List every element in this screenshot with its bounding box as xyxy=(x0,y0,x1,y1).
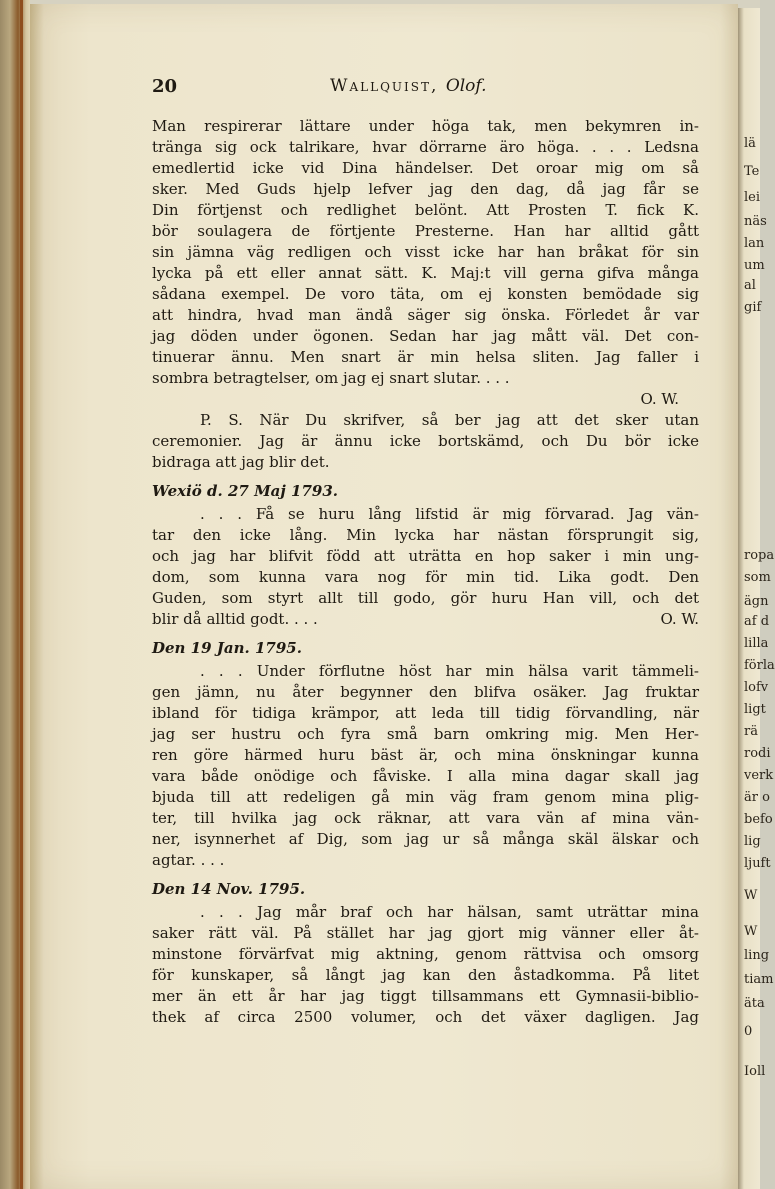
page-number: 20 xyxy=(152,76,178,97)
text-line-content: blir då alltid godt. . . . xyxy=(152,610,318,628)
text-line: minstone förvärfvat mig aktning, genom rättvisa och omsorg xyxy=(152,945,699,963)
text-line: tinuerar ännu. Men snart är min helsa sliten. Jag faller i xyxy=(152,348,699,366)
text-line xyxy=(152,609,699,630)
text-line: sin jämna väg redligen och visst icke har han bråkat för sin xyxy=(152,243,699,261)
adjacent-text-fragment: lofv xyxy=(744,680,769,695)
book-binding xyxy=(0,0,30,1189)
running-head xyxy=(330,76,487,96)
text-line: . . . Få se huru lång lifstid är mig förvarad. Jag vän- xyxy=(200,505,699,523)
adjacent-text-fragment: lei xyxy=(744,190,761,205)
adjacent-text-fragment: verk xyxy=(744,768,774,783)
text-line: Din förtjenst och redlighet belönt. Att Prosten T. fick K. xyxy=(152,201,699,219)
letter-4 xyxy=(152,902,699,1028)
adjacent-text-fragment: W xyxy=(744,924,758,939)
adjacent-text-fragment: lan xyxy=(744,236,765,251)
text-line: mer än ett år har jag tiggt tillsammans ett Gymnasii-biblio- xyxy=(152,987,699,1005)
text-line: dom, som kunna vara nog för min tid. Lika godt. Den xyxy=(152,568,699,586)
text-line: bjuda till att redeligen gå min väg fram genom mina plig- xyxy=(152,788,699,806)
text-line: tränga sig ock talrikare, hvar dörrarne äro höga. . . . Ledsna xyxy=(152,138,699,156)
adjacent-text-fragment: lä xyxy=(744,136,756,151)
text-line: emedlertid icke vid Dina händelser. Det oroar mig om så xyxy=(152,159,699,177)
adjacent-text-fragment: förla xyxy=(744,658,775,673)
text-line: agtar. . . . xyxy=(152,851,225,869)
text-line: sker. Med Guds hjelp lefver jag den dag, då jag får se xyxy=(152,180,699,198)
text-line: jag ser hustru och fyra små barn omkring mig. Men Her- xyxy=(152,725,699,743)
text-line: ner, isynnerhet af Dig, som jag ur så många skäl älskar och xyxy=(152,830,699,848)
adjacent-text-fragment: ljuft xyxy=(744,856,771,871)
text-line: ibland för tidiga krämpor, att leda till tidig förvandling, när xyxy=(152,704,699,722)
adjacent-text-fragment: Ioll xyxy=(744,1064,766,1079)
text-line: bidraga att jag blir det. xyxy=(152,453,330,471)
adjacent-text-fragment: tiam xyxy=(744,972,774,987)
text-line: ceremonier. Jag är ännu icke bortskämd, och Du bör icke xyxy=(152,432,699,450)
adjacent-text-fragment: näs xyxy=(744,214,767,229)
adjacent-text-fragment: af d xyxy=(744,614,770,629)
letter-2-signature: O. W. xyxy=(660,610,699,628)
letter-1 xyxy=(152,116,699,410)
adjacent-text-fragment: W xyxy=(744,888,758,903)
adjacent-text-fragment: um xyxy=(744,258,765,273)
text-line: och jag har blifvit född att uträtta en hop saker i min ung- xyxy=(152,547,699,565)
adjacent-text-fragment: ling xyxy=(744,948,770,963)
adjacent-text-fragment: al xyxy=(744,278,756,293)
letter-1-signature: O. W. xyxy=(640,390,679,408)
text-line: ren göre härmed huru bäst är, och mina önskningar kunna xyxy=(152,746,699,764)
adjacent-text-fragment: gif xyxy=(744,300,762,315)
binding-edge-line xyxy=(20,0,23,1189)
text-line: lycka på ett eller annat sätt. K. Maj:t vill gerna gifva många xyxy=(152,264,699,282)
adjacent-text-fragment: befo xyxy=(744,812,773,827)
adjacent-text-fragment: lilla xyxy=(744,636,769,651)
text-line: P. S. När Du skrifver, så ber jag att det sker utan xyxy=(200,411,699,429)
text-line: för kunskaper, så långt jag kan den åstadkomma. På litet xyxy=(152,966,699,984)
adjacent-text-fragment: lig xyxy=(744,834,761,849)
adjacent-text-fragment: Te xyxy=(744,164,760,179)
text-line: Man respirerar lättare under höga tak, men bekymren in- xyxy=(152,117,699,135)
adjacent-text-fragment: rä xyxy=(744,724,758,739)
adjacent-page-edge xyxy=(738,8,775,1189)
text-line: . . . Under förflutne höst har min hälsa varit tämmeli- xyxy=(200,662,699,680)
running-head-surname: Wallquist, xyxy=(330,76,439,96)
letter-3-heading: Den 19 Jan. 1795. xyxy=(152,639,302,657)
text-line: bör soulagera de förtjente Presterne. Han har alltid gått xyxy=(152,222,699,240)
adjacent-text-fragment: ropa xyxy=(744,548,775,563)
text-line: sådana exempel. De voro täta, om ej konsten bemödade sig xyxy=(152,285,699,303)
text-line: att hindra, hvad man ändå säger sig önska. Förledet år var xyxy=(152,306,699,324)
text-line: tar den icke lång. Min lycka har nästan försprungit sig, xyxy=(152,526,699,544)
text-line: . . . Jag mår braf och har hälsan, samt uträttar mina xyxy=(200,903,699,921)
adjacent-text-fragment: äta xyxy=(744,996,765,1011)
postscript xyxy=(152,410,699,473)
text-line: gen jämn, nu åter begynner den blifva osäker. Jag fruktar xyxy=(152,683,699,701)
text-line: Guden, som styrt allt till godo, gör huru Han vill, och det xyxy=(152,589,699,607)
letter-2-heading: Wexiö d. 27 Maj 1793. xyxy=(152,482,339,500)
adjacent-text-fragment: ligt xyxy=(744,702,766,717)
text-line: sombra betragtelser, om jag ej snart slutar. . . . xyxy=(152,369,510,387)
text-line: saker rätt väl. På stället har jag gjort mig vänner eller åt- xyxy=(152,924,699,942)
text-line: vara både onödige och fåviske. I alla mina dagar skall jag xyxy=(152,767,699,785)
adjacent-text-fragment: som xyxy=(744,570,771,585)
letter-2 xyxy=(152,504,699,630)
adjacent-text-fragment: är o xyxy=(744,790,770,805)
text-line: ter, till hvilka jag ock räknar, att vara vän af mina vän- xyxy=(152,809,699,827)
letter-4-heading: Den 14 Nov. 1795. xyxy=(152,880,306,898)
adjacent-text-fragment: ägn xyxy=(744,594,769,609)
adjacent-text-fragment: 0 xyxy=(744,1024,753,1039)
letter-3 xyxy=(152,661,699,871)
page-header xyxy=(152,76,712,104)
adjacent-text-fragment: rodi xyxy=(744,746,771,761)
text-line: thek af circa 2500 volumer, och det växer dagligen. Jag xyxy=(152,1008,699,1026)
page-body xyxy=(152,116,699,1028)
text-line: jag döden under ögonen. Sedan har jag mått väl. Det con- xyxy=(152,327,699,345)
running-head-given: Olof. xyxy=(445,76,487,96)
